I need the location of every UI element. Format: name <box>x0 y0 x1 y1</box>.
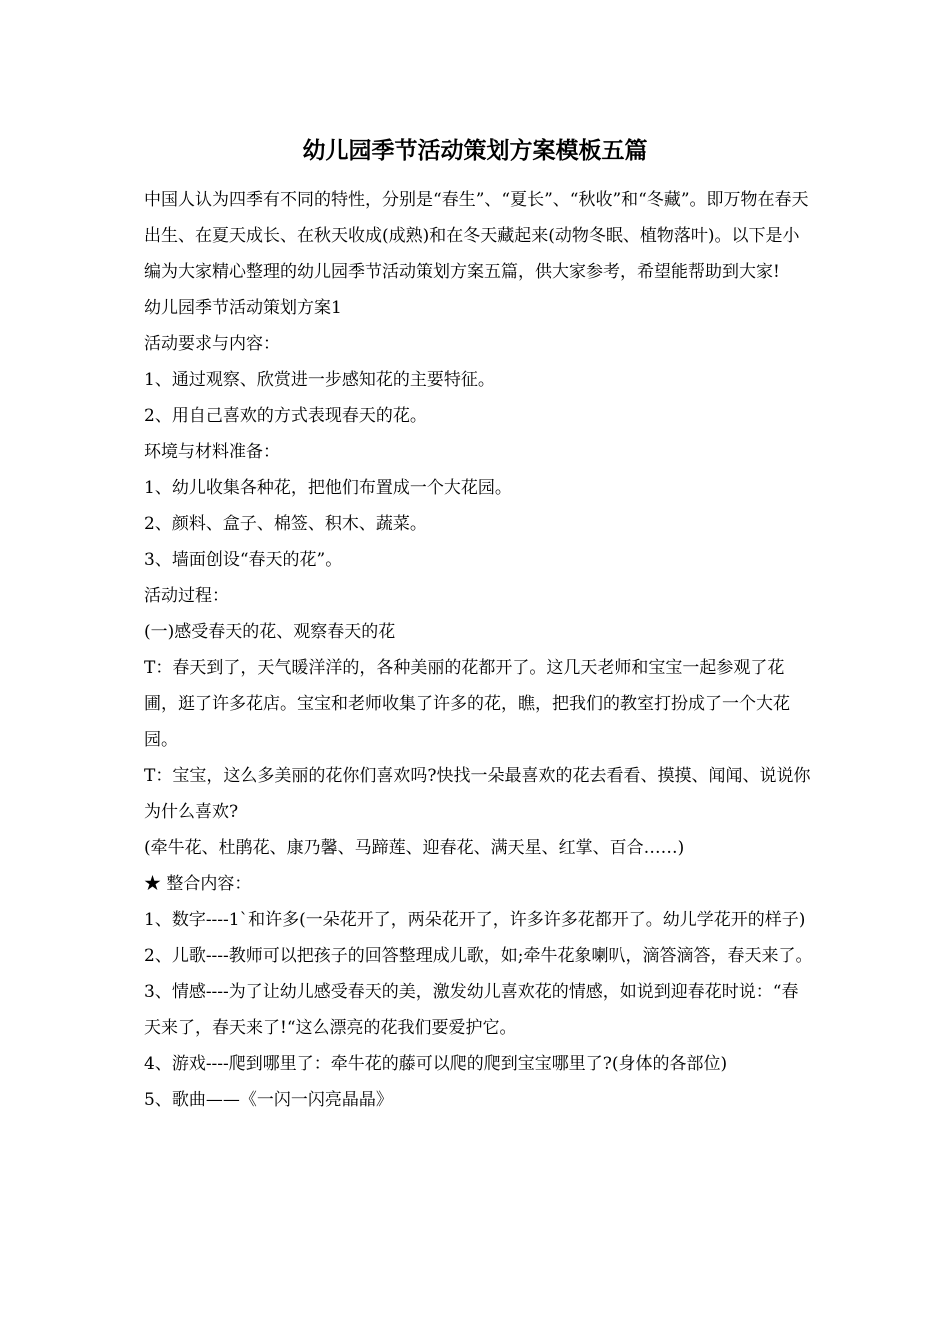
list-item: 3、墙面创设“春天的花”。 <box>144 550 343 570</box>
subheading: ★ 整合内容： <box>144 874 252 894</box>
list-item: 1、幼儿收集各种花，把他们布置成一个大花园。 <box>144 478 512 498</box>
list-item: 4、游戏----爬到哪里了：牵牛花的藤可以爬的爬到宝宝哪里了?(身体的各部位) <box>144 1054 728 1074</box>
body-paragraph: T：春天到了，天气暖洋洋的，各种美丽的花都开了。这几天老师和宝宝一起参观了花圃，逛了许多花店。宝宝和老师收集了许多的花，瞧，把我们的教室打扮成了一个大花园。 <box>144 658 790 750</box>
subheading: 活动过程： <box>144 586 229 606</box>
list-item: 5、歌曲——《一闪一闪亮晶晶》 <box>144 1090 393 1110</box>
list-item: 3、情感----为了让幼儿感受春天的美，激发幼儿喜欢花的情感，如说到迎春花时说：“春天来了，春天来了!“这么漂亮的花我们要爱护它。 <box>144 982 799 1038</box>
list-item: 2、儿歌----教师可以把孩子的回答整理成儿歌，如;牵牛花象喇叭，滴答滴答，春天来了。 <box>144 946 813 966</box>
subheading: 环境与材料准备： <box>144 442 280 462</box>
body-paragraph: (牵牛花、杜鹃花、康乃馨、马蹄莲、迎春花、满天星、红掌、百合……) <box>144 838 685 858</box>
document-body <box>144 182 814 1118</box>
body-paragraph: T：宝宝，这么多美丽的花你们喜欢吗?快找一朵最喜欢的花去看看、摸摸、闻闻、说说你为什么喜欢? <box>144 766 811 822</box>
list-item: 2、用自己喜欢的方式表现春天的花。 <box>144 406 427 426</box>
section-heading: 幼儿园季节活动策划方案1 <box>144 298 342 318</box>
list-item: 1、数字----1`和许多(一朵花开了，两朵花开了，许多许多花都开了。幼儿学花开的样子) <box>144 910 806 930</box>
subheading: 活动要求与内容： <box>144 334 280 354</box>
list-item: 2、颜料、盒子、棉签、积木、蔬菜。 <box>144 514 427 534</box>
intro-paragraph: 中国人认为四季有不同的特性，分别是“春生”、“夏长”、“秋收”和“冬藏”。即万物在春天出生、在夏天成长、在秋天收成(成熟)和在冬天藏起来(动物冬眠、植物落叶)。以下是小编为大家精心整理的幼儿园季节活动策划方案五篇，供大家参考，希望能帮助到大家! <box>144 190 809 282</box>
step-heading: (一)感受春天的花、观察春天的花 <box>144 622 396 642</box>
list-item: 1、通过观察、欣赏进一步感知花的主要特征。 <box>144 370 495 390</box>
document-title: 幼儿园季节活动策划方案模板五篇 <box>302 137 648 164</box>
